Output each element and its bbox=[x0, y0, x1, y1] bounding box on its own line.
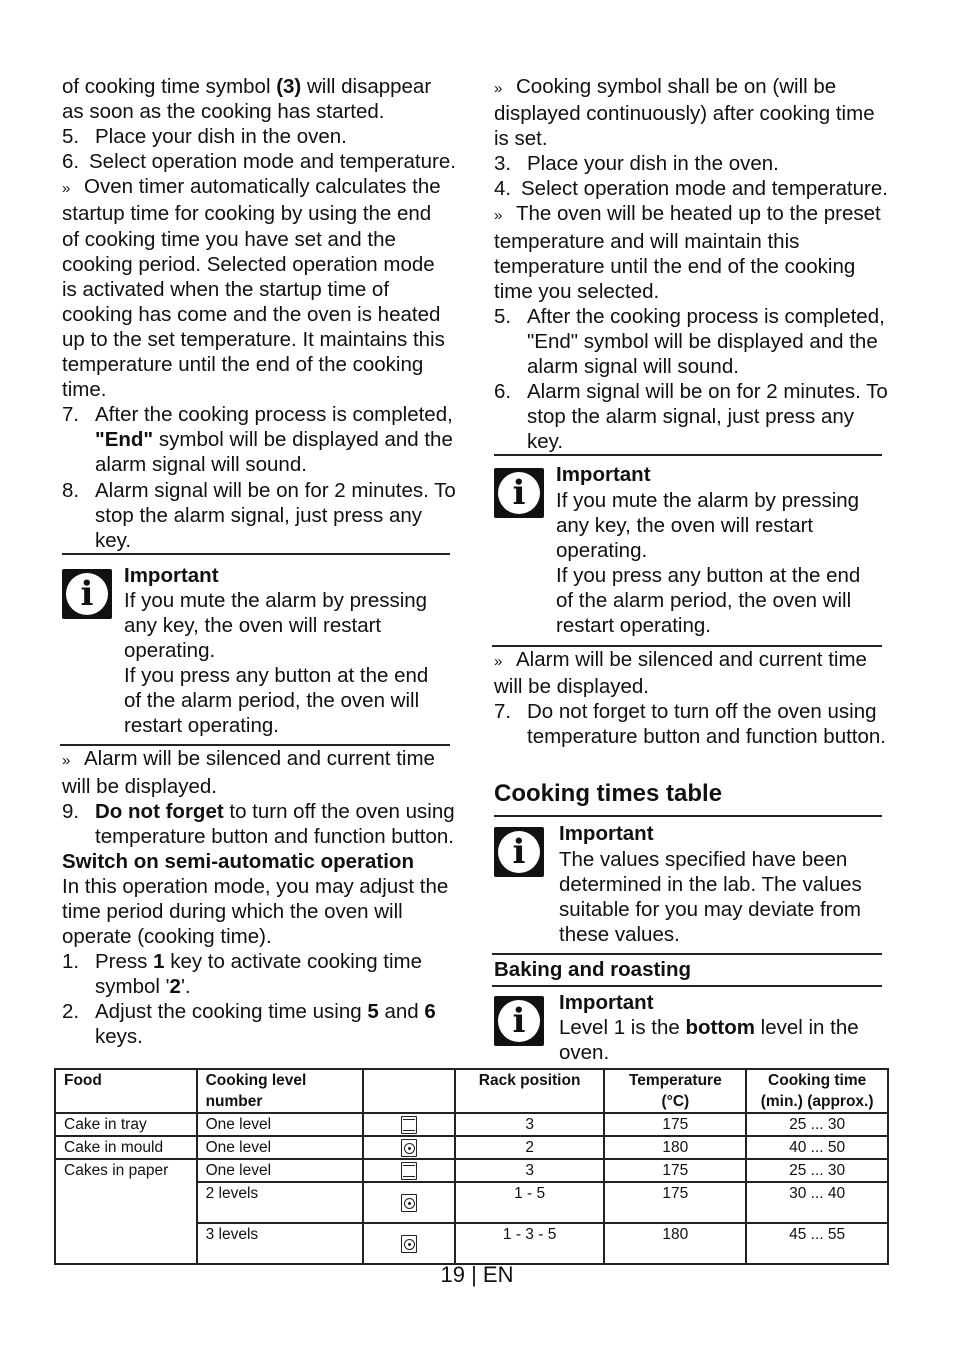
header-level: Cooking level number bbox=[197, 1069, 364, 1113]
header-time: Cooking time (min.) (approx.) bbox=[746, 1069, 888, 1113]
step-9: 9. Do not forget to turn off the oven using temperature button and function button. bbox=[62, 799, 455, 848]
arrow-icon: » bbox=[62, 752, 71, 770]
table-row: 2 levels 1 - 5 175 30 ... 40 bbox=[55, 1182, 888, 1223]
table-row: Cake in tray One level 3 175 25 ... 30 bbox=[55, 1113, 888, 1136]
silenced-paragraph: » Alarm will be silenced and current time will be displayed. bbox=[494, 648, 867, 699]
arrow-icon: » bbox=[62, 180, 71, 198]
timer-paragraph: » Oven timer automatically calculates the startup time for cooking by using the end of cooking time you have set and the cooking period. Selected operation mode is activated when the startup time of cooking has come and the oven is heated up to the set temperature. It maintains this temperature until the end of the cooking time. bbox=[62, 175, 445, 402]
section-heading: Switch on semi-automatic operation bbox=[62, 849, 414, 873]
step-7: 7. Do not forget to turn off the oven using temperature button and function button. bbox=[494, 700, 887, 749]
table-header-row bbox=[55, 1069, 888, 1113]
step-5: 5. Place your dish in the oven. bbox=[62, 125, 347, 149]
semi-step-2: 2. Adjust the cooking time using 5 and 6 keys. bbox=[62, 1000, 436, 1049]
cooking-times-table bbox=[54, 1068, 889, 1265]
table-row: Cake in mould One level 2 180 40 ... 50 bbox=[55, 1136, 888, 1159]
arrow-icon: » bbox=[494, 653, 503, 671]
fan-heating-icon bbox=[401, 1235, 417, 1253]
text-line: as soon as the cooking has started. bbox=[62, 100, 385, 124]
top-bottom-heating-icon bbox=[401, 1116, 417, 1134]
divider bbox=[62, 553, 450, 555]
important-note: i Important The values specified have been determined in the lab. The values suitable for you may deviate from these values. bbox=[494, 821, 904, 946]
right-column bbox=[494, 74, 904, 1065]
step-8: 8. Alarm signal will be on for 2 minutes. To stop the alarm signal, just press any key. bbox=[62, 478, 456, 552]
step-6: 6. Select operation mode and temperature. bbox=[62, 150, 456, 174]
table-row: Cakes in paper One level 3 175 25 ... 30 bbox=[55, 1159, 888, 1182]
header-temp: Temperature (°C) bbox=[604, 1069, 746, 1113]
fan-heating-icon bbox=[401, 1139, 417, 1157]
fan-heating-icon bbox=[401, 1194, 417, 1212]
silenced-paragraph: » Alarm will be silenced and current time will be displayed. bbox=[62, 747, 435, 798]
left-column bbox=[62, 74, 472, 1050]
page-footer: 19 | EN bbox=[440, 1262, 514, 1287]
heat-paragraph: » The oven will be heated up to the preset temperature and will maintain this temperature until the end of the cooking time you selected. bbox=[494, 202, 881, 303]
section-title: Cooking times table bbox=[494, 780, 723, 808]
semi-paragraph: In this operation mode, you may adjust the time period during which the oven will operate (cooking time). bbox=[62, 874, 449, 949]
header-food: Food bbox=[55, 1069, 197, 1113]
info-icon: i bbox=[494, 996, 544, 1046]
divider bbox=[494, 815, 882, 817]
important-title: Important bbox=[559, 990, 654, 1014]
step-5: 5. After the cooking process is completed, "End" symbol will be displayed and the alarm signal will sound. bbox=[494, 304, 885, 379]
important-title: Important bbox=[124, 563, 219, 587]
cooking-symbol-paragraph: » Cooking symbol shall be on (will be displayed continuously) after cooking time is set. bbox=[494, 75, 875, 151]
important-title: Important bbox=[559, 822, 654, 846]
divider bbox=[492, 985, 882, 987]
important-note: i Important Level 1 is the bottom level in the oven. bbox=[494, 990, 904, 1065]
header-mode bbox=[363, 1069, 455, 1113]
step-6: 6. Alarm signal will be on for 2 minutes. To stop the alarm signal, just press any key. bbox=[494, 380, 888, 454]
step-4: 4. Select operation mode and temperature. bbox=[494, 177, 888, 201]
text-line: of cooking time symbol (3) will disappear bbox=[62, 75, 432, 98]
important-note: i Important If you mute the alarm by pressing any key, the oven will restart operating. If you press any button at the end of the alarm period, the oven will restart operating. bbox=[62, 563, 472, 739]
arrow-icon: » bbox=[494, 80, 503, 97]
info-icon: i bbox=[494, 468, 544, 518]
arrow-icon: » bbox=[494, 207, 503, 225]
semi-step-1: 1. Press 1 key to activate cooking time symbol '2'. bbox=[62, 950, 423, 999]
top-bottom-heating-icon bbox=[401, 1162, 417, 1180]
header-rack: Rack position bbox=[455, 1069, 605, 1113]
important-note: i Important If you mute the alarm by pressing any key, the oven will restart operating. If you press any button at the end of the alarm period, the oven will restart operating. bbox=[494, 462, 904, 638]
important-title: Important bbox=[556, 463, 651, 487]
subsection-title: Baking and roasting bbox=[494, 957, 692, 981]
divider bbox=[492, 953, 882, 955]
step-3: 3. Place your dish in the oven. bbox=[494, 152, 779, 176]
info-icon: i bbox=[494, 827, 544, 877]
divider bbox=[494, 454, 882, 456]
info-icon: i bbox=[62, 569, 112, 619]
step-7: 7. After the cooking process is completed, "End" symbol will be displayed and the alarm signal will sound. bbox=[62, 403, 453, 477]
table-row: 3 levels 1 - 3 - 5 180 45 ... 55 bbox=[55, 1223, 888, 1264]
